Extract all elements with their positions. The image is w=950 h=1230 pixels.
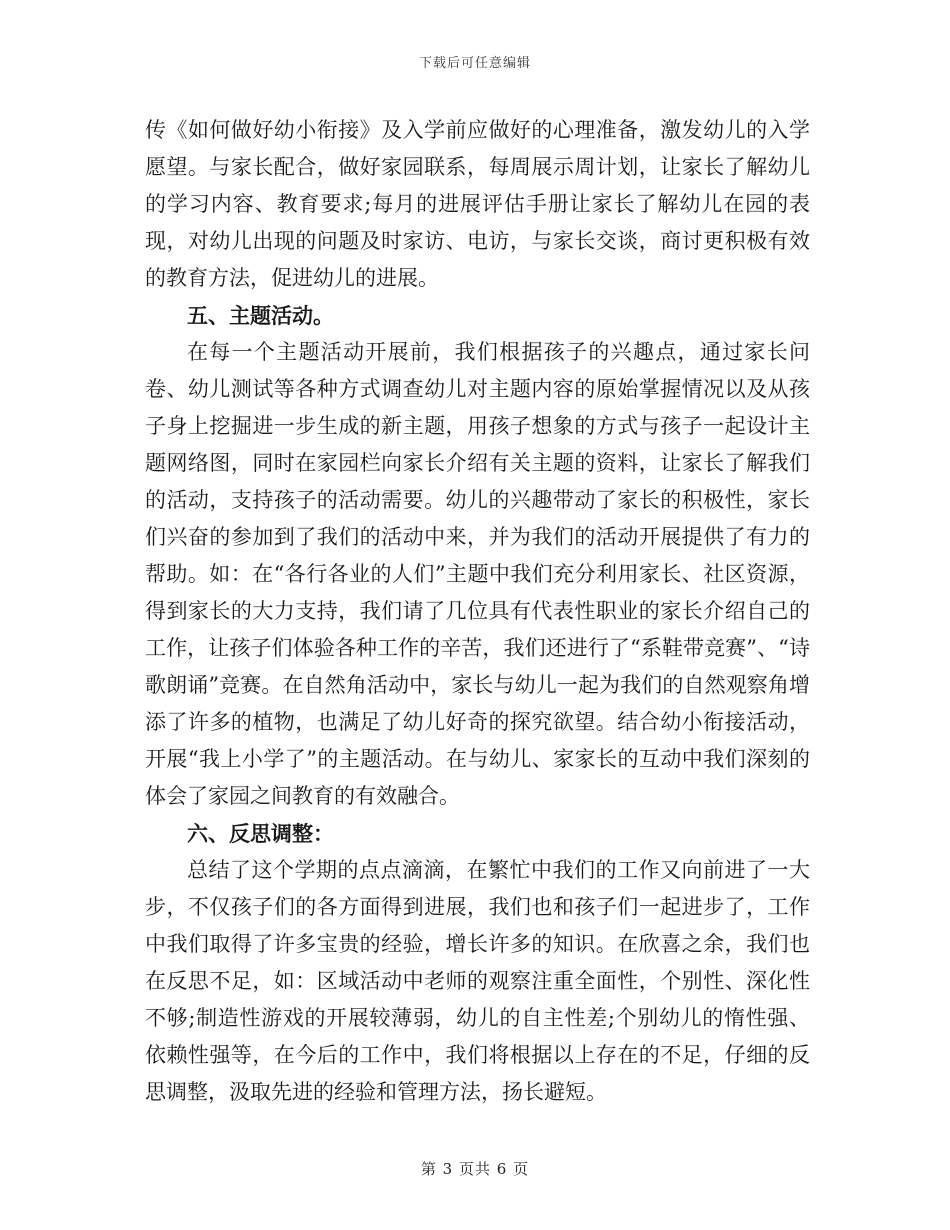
section-heading-reflection: 六、反思调整： xyxy=(187,821,334,846)
paragraph-theme-activities: 在每一个主题活动开展前，我们根据孩子的兴趣点，通过家长问卷、幼儿测试等各种方式调查幼儿对主题内容的原始掌握情况以及从孩子身上挖掘进一步生成的新主题，用孩子想象的方式与孩子一起设计主题网络图，同时在家园栏向家长介绍有关主题的资料，让家长了解我们的活动，支持孩子的活动需要。幼儿的兴趣带动了家长的积极性，家长们兴奋的参加到了我们的活动中来，并为我们的活动开展提供了有力的帮助。如：在“各行各业的人们”主题中我们充分利用家长、社区资源，得到家长的大力支持，我们请了几位具有代表性职业的家长介绍自己的工作，让孩子们体验各种工作的辛苦，我们还进行了“系鞋带竞赛”、“诗歌朗诵”竞赛。在自然角活动中，家长与幼儿一起为我们的自然观察角增添了许多的植物，也满足了幼儿好奇的探究欲望。结合幼小衔接活动，开展“我上小学了”的主题活动。在与幼儿、家家长的互动中我们深刻的体会了家园之间教育的有效融合。 xyxy=(145,340,810,808)
page-header: 下载后可任意编辑 xyxy=(418,56,531,71)
page-number-footer: 第 3 页共 6 页 xyxy=(420,1160,530,1178)
paragraph-reflection: 总结了这个学期的点点滴滴，在繁忙中我们的工作又向前进了一大步，不仅孩子们的各方面得到进展，我们也和孩子们一起进步了，工作中我们取得了许多宝贵的经验，增长许多的知识。在欣喜之余，我们也在反思不足，如：区域活动中老师的观察注重全面性，个别性、深化性不够;制造性游戏的开展较薄弱，幼儿的自主性差;个别幼儿的惰性强、依赖性强等，在今后的工作中，我们将根据以上存在的不足，仔细的反思调整，汲取先进的经验和管理方法，扬长避短。 xyxy=(145,858,810,1104)
section-heading-theme-activities: 五、主题活动。 xyxy=(187,303,334,328)
paragraph-intro: 传《如何做好幼小衔接》及入学前应做好的心理准备，激发幼儿的入学愿望。与家长配合，做好家园联系，每周展示周计划，让家长了解幼儿的学习内容、教育要求;每月的进展评估手册让家长了解幼儿在园的表现，对幼儿出现的问题及时家访、电访，与家长交谈，商讨更积极有效的教育方法，促进幼儿的进展。 xyxy=(145,118,810,290)
document-body xyxy=(145,112,810,1111)
